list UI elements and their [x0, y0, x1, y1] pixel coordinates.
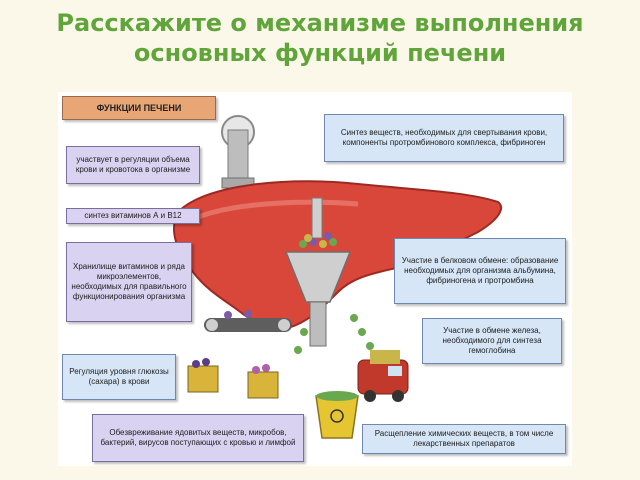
function-box-blood-volume: участвует в регуляции объема крови и кровотока в организме — [66, 146, 200, 184]
function-box-chemical-breakdown: Расщепление химических веществ, в том числе лекарственных препаратов — [362, 424, 566, 454]
storage-box-icon — [188, 366, 218, 392]
function-box-coagulation: Синтез веществ, необходимых для свертывания крови, компоненты протромбинового комплекса, фибриноген — [324, 114, 564, 162]
function-box-glucose-regulation: Регуляция уровня глюкозы (сахара) в крови — [62, 354, 176, 400]
truck-icon — [358, 350, 408, 402]
toxic-bucket-icon — [316, 391, 358, 438]
function-box-iron-metabolism: Участие в обмене железа, необходимого для синтеза гемоглобина — [422, 318, 562, 364]
top-faucet-icon — [222, 116, 254, 188]
diagram-header: ФУНКЦИИ ПЕЧЕНИ — [62, 96, 216, 120]
function-box-detoxification: Обезвреживание ядовитых веществ, микробов, бактерий, вирусов поступающих с кровью и лимфой — [92, 414, 304, 462]
storage-box-icon — [248, 372, 278, 398]
liver-functions-diagram — [58, 92, 572, 466]
function-box-vitamin-synthesis: синтез витаминов А и В12 — [66, 208, 200, 224]
function-box-protein-metabolism: Участие в белковом обмене: образование необходимых для организма альбумина, фибриногена и протромбина — [394, 238, 566, 304]
slide-title: Расскажите о механизме выполнения основных функций печени — [56, 9, 584, 67]
function-box-vitamin-storage: Хранилище витаминов и ряда микроэлементов, необходимых для правильного функционирования организма — [66, 242, 192, 322]
